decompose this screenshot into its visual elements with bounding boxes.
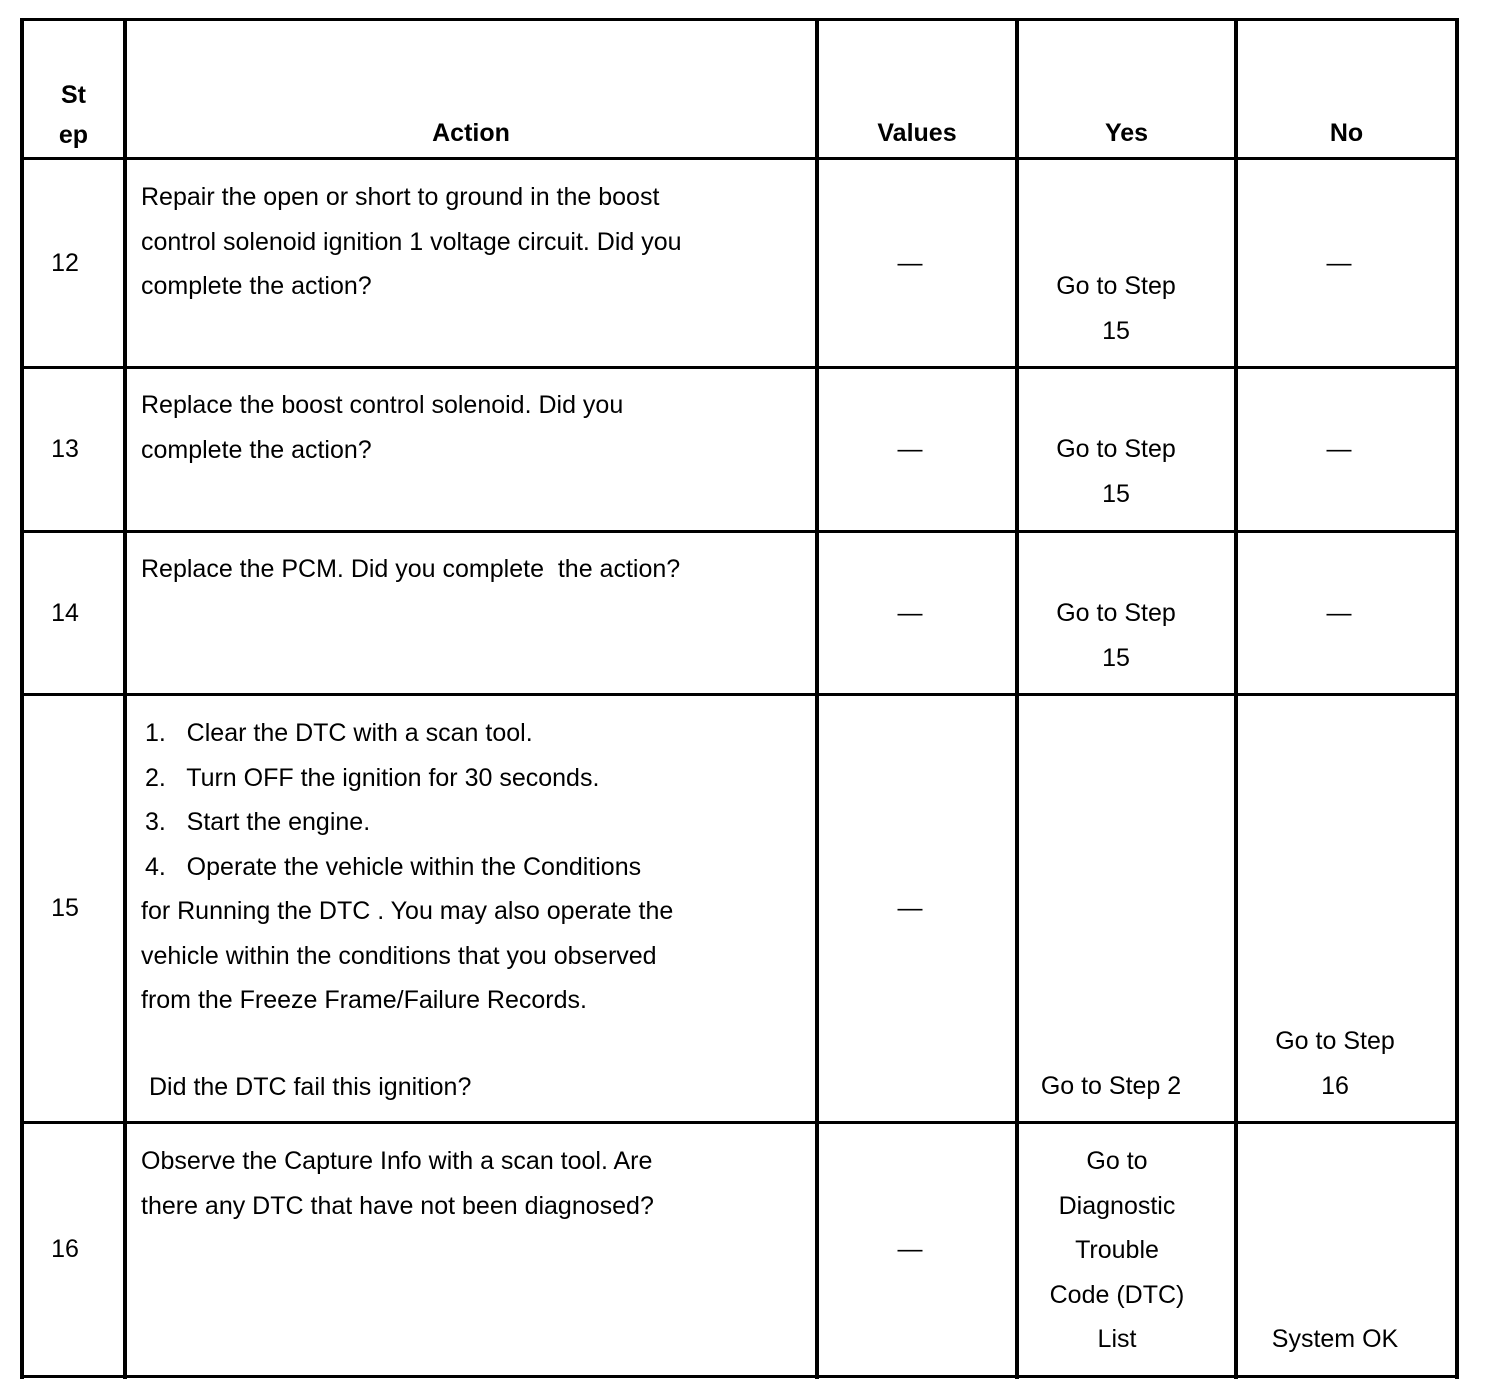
yes-cell: Go to Step 2 bbox=[1040, 1072, 1182, 1100]
no-cell: — bbox=[1326, 599, 1352, 627]
table-border bbox=[1455, 18, 1459, 1379]
list-item: 1. Clear the DTC with a scan tool. bbox=[145, 719, 533, 747]
header-no: No bbox=[1329, 119, 1364, 147]
step-number: 14 bbox=[51, 599, 79, 627]
header-action: Action bbox=[432, 119, 510, 147]
step-number: 15 bbox=[51, 894, 79, 922]
table-border bbox=[20, 366, 1459, 369]
yes-cell: Go to Step 15 bbox=[1056, 272, 1176, 345]
list-item: 2. Turn OFF the ignition for 30 seconds. bbox=[145, 763, 600, 792]
no-cell: Go to Step 16 bbox=[1275, 1027, 1395, 1100]
header-step: St ep bbox=[58, 81, 89, 149]
step-number: 12 bbox=[51, 249, 79, 277]
table-border bbox=[815, 18, 819, 1379]
values-cell: — bbox=[897, 1235, 923, 1263]
yes-cell: Go to Step 15 bbox=[1056, 435, 1176, 508]
table-border bbox=[20, 18, 24, 1379]
table-border bbox=[20, 1375, 1459, 1378]
action-text: Observe the Capture Info with a scan tool. Are there any DTC that have not been diagnosed? bbox=[141, 1147, 654, 1220]
values-cell: — bbox=[897, 894, 923, 922]
table-border bbox=[20, 1121, 1459, 1124]
list-item: 4. Operate the vehicle within the Conditions bbox=[145, 852, 642, 881]
no-cell: System OK bbox=[1271, 1325, 1399, 1353]
table-border bbox=[20, 693, 1459, 696]
table-border bbox=[20, 18, 1459, 21]
values-cell: — bbox=[897, 249, 923, 277]
list-item: 3. Start the engine. bbox=[145, 808, 371, 836]
step-number: 16 bbox=[51, 1235, 79, 1263]
action-text: 1. Clear the DTC with a scan tool. 2. Turn OFF the ignition for 30 seconds. 3. Start the engine. 4. Operate the vehicle within the Conditions for Running the DTC . You may also operate the vehicle within the conditions that you observed from the Freeze Frame/Failure Records. Did the DTC fail this ignition? bbox=[141, 711, 673, 1109]
no-cell: — bbox=[1326, 249, 1352, 277]
no-cell: — bbox=[1326, 435, 1352, 463]
action-text: Replace the PCM. Did you complete the action? bbox=[141, 555, 681, 583]
table-border bbox=[20, 530, 1459, 533]
values-cell: — bbox=[897, 435, 923, 463]
values-cell: — bbox=[897, 599, 923, 627]
step-number: 13 bbox=[51, 435, 79, 463]
table-border bbox=[20, 157, 1459, 160]
yes-cell: Go to Diagnostic Trouble Code (DTC) List bbox=[1049, 1147, 1185, 1353]
table-border bbox=[123, 18, 127, 1379]
header-values: Values bbox=[877, 119, 957, 147]
header-yes: Yes bbox=[1104, 119, 1149, 147]
action-text: Repair the open or short to ground in the boost control solenoid ignition 1 voltage circuit. Did you complete the action? bbox=[141, 183, 682, 300]
action-text: Replace the boost control solenoid. Did you complete the action? bbox=[141, 391, 624, 464]
table-border bbox=[1234, 18, 1238, 1379]
yes-cell: Go to Step 15 bbox=[1056, 599, 1176, 672]
